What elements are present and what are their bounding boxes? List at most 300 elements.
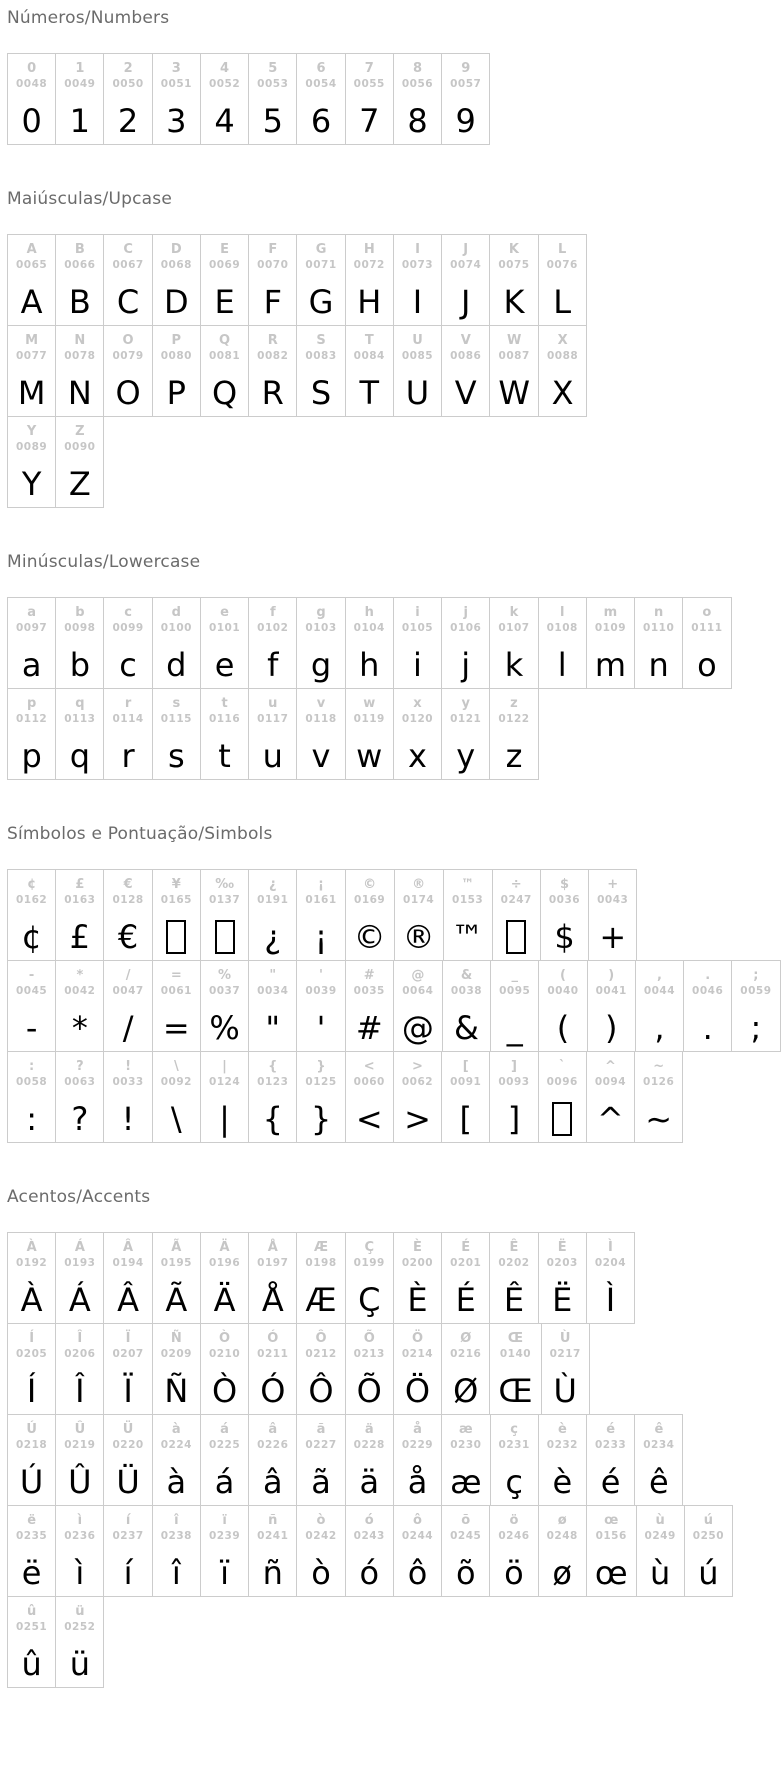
- cell-char-label: ]: [510, 1059, 517, 1074]
- missing-glyph: [501, 914, 532, 960]
- cell-char-label: £: [75, 877, 85, 892]
- cell-char-label: Ù: [559, 1331, 571, 1346]
- cell-code-label: 0036: [548, 894, 581, 906]
- cell-glyph: s: [167, 737, 185, 775]
- cell-code-label: 0053: [257, 78, 289, 90]
- cell-glyph: U: [405, 374, 430, 412]
- glyph-cell-header: [498, 598, 529, 642]
- cell-glyph: n: [648, 646, 669, 684]
- cell-char-label: s: [172, 696, 181, 711]
- glyph-cell: [394, 1415, 442, 1505]
- glyph-cell: [394, 1506, 442, 1596]
- cell-glyph: ): [604, 1009, 618, 1047]
- glyph-cell: [491, 1415, 539, 1505]
- cell-code-label: 0162: [16, 894, 48, 906]
- cell-code-label: 0043: [597, 894, 629, 906]
- cell-glyph: X: [551, 374, 574, 412]
- cell-code-label: 0041: [595, 985, 627, 997]
- cell-code-label: 0078: [64, 350, 96, 362]
- cell-char-label: Ç: [364, 1240, 375, 1255]
- cell-code-label: 0111: [691, 622, 723, 634]
- cell-code-label: 0076: [546, 259, 578, 271]
- glyph-cell-header: [451, 961, 482, 1005]
- cell-glyph: Ï: [123, 1372, 133, 1410]
- glyph-cell-header: [257, 961, 288, 1005]
- cell-char-label: T: [364, 333, 374, 348]
- cell-code-label: 0128: [112, 894, 144, 906]
- glyph-cell-header: [450, 689, 481, 733]
- glyph-cell: [442, 1324, 490, 1414]
- glyph-cell-header: [354, 54, 385, 98]
- cell-glyph: |: [219, 1100, 230, 1138]
- cell-code-label: 0034: [257, 985, 289, 997]
- cell-char-label: +: [607, 877, 619, 892]
- cell-char-label: Ñ: [170, 1331, 182, 1346]
- glyph-row: [7, 416, 104, 508]
- cell-code-label: 0209: [160, 1348, 192, 1360]
- missing-glyph-box-icon: [552, 1102, 572, 1136]
- cell-code-label: 0204: [594, 1257, 627, 1269]
- glyph-cell-header: [257, 54, 288, 98]
- cell-code-label: 0245: [450, 1530, 482, 1542]
- cell-char-label: â: [268, 1422, 278, 1437]
- cell-glyph: å: [407, 1463, 428, 1501]
- glyph-cell: [442, 326, 490, 416]
- cell-char-label: b: [75, 605, 85, 620]
- cell-code-label: 0227: [305, 1439, 337, 1451]
- glyph-cell: [635, 1415, 682, 1505]
- glyph-cell: [104, 235, 152, 325]
- cell-char-label: q: [75, 696, 85, 711]
- missing-glyph-box-icon: [506, 920, 526, 954]
- cell-glyph: ê: [649, 1463, 669, 1501]
- cell-glyph: a: [21, 646, 42, 684]
- glyph-cell-header: [501, 870, 532, 914]
- section-title-accents: Acentos/Accents: [7, 1187, 151, 1207]
- cell-char-label: 1: [75, 61, 85, 76]
- cell-char-label: Ò: [219, 1331, 231, 1346]
- cell-glyph: l: [557, 646, 567, 684]
- glyph-cell-header: [354, 235, 385, 279]
- cell-char-label: G: [315, 242, 327, 257]
- glyph-cell: [490, 598, 538, 688]
- cell-glyph: õ: [455, 1554, 476, 1592]
- cell-glyph: à: [166, 1463, 187, 1501]
- cell-code-label: 0153: [452, 894, 484, 906]
- glyph-row: [7, 960, 781, 1052]
- cell-glyph: I: [412, 283, 423, 321]
- glyph-cell-header: [257, 598, 288, 642]
- glyph-cell-header: [402, 598, 433, 642]
- cell-code-label: 0225: [208, 1439, 241, 1451]
- glyph-cell-header: [498, 689, 529, 733]
- glyph-cell: [587, 1233, 634, 1323]
- cell-char-label: 9: [461, 61, 471, 76]
- cell-glyph: œ: [594, 1554, 628, 1592]
- cell-char-label: ¡: [318, 877, 324, 892]
- glyph-cell-header: [161, 870, 192, 914]
- glyph-cell-header: [16, 1052, 47, 1096]
- cell-char-label: ì: [77, 1513, 83, 1528]
- glyph-cell-header: [209, 961, 240, 1005]
- section-symbols: [7, 824, 772, 1143]
- cell-glyph: C: [116, 283, 140, 321]
- cell-code-label: 0198: [305, 1257, 337, 1269]
- glyph-cell: [297, 1233, 345, 1323]
- glyph-cell: [539, 1415, 587, 1505]
- cell-glyph: Ë: [552, 1281, 573, 1319]
- cell-code-label: 0125: [305, 1076, 337, 1088]
- cell-glyph: 6: [310, 102, 332, 140]
- glyph-cell: [539, 235, 586, 325]
- cell-char-label: Î: [77, 1331, 83, 1346]
- glyph-cell: [8, 1597, 56, 1687]
- glyph-cell: [490, 689, 537, 779]
- section-accents: [7, 1187, 730, 1688]
- cell-char-label: 5: [268, 61, 278, 76]
- cell-glyph: €: [117, 918, 139, 956]
- glyph-cell: [153, 1233, 201, 1323]
- glyph-cell: [684, 961, 732, 1051]
- cell-char-label: Ë: [557, 1240, 567, 1255]
- glyph-cell: [443, 961, 491, 1051]
- cell-code-label: 0165: [160, 894, 192, 906]
- glyph-cell-header: [161, 54, 192, 98]
- glyph-cell-header: [16, 1506, 47, 1550]
- glyph-cell: [56, 326, 104, 416]
- cell-char-label: N: [74, 333, 86, 348]
- cell-code-label: 0212: [305, 1348, 337, 1360]
- cell-glyph: A: [20, 283, 43, 321]
- cell-code-label: 0086: [450, 350, 482, 362]
- cell-char-label: @: [411, 968, 425, 983]
- glyph-cell: [153, 235, 201, 325]
- cell-glyph: Ü: [116, 1463, 140, 1501]
- glyph-cell-header: [645, 1506, 676, 1550]
- glyph-cell-header: [112, 1415, 143, 1459]
- cell-char-label: k: [509, 605, 519, 620]
- cell-char-label: (: [559, 968, 566, 983]
- glyph-cell: [685, 1506, 732, 1596]
- cell-char-label: ü: [75, 1604, 85, 1619]
- cell-code-label: 0250: [692, 1530, 725, 1542]
- cell-code-label: 0193: [64, 1257, 96, 1269]
- cell-code-label: 0077: [16, 350, 48, 362]
- cell-glyph: ^: [597, 1100, 624, 1138]
- glyph-cell: [442, 1415, 490, 1505]
- cell-code-label: 0073: [401, 259, 434, 271]
- glyph-cell-header: [547, 326, 578, 370]
- glyph-cell: [444, 870, 493, 960]
- cell-char-label: ã: [316, 1422, 326, 1437]
- cell-char-label: .: [705, 968, 711, 983]
- cell-code-label: 0230: [450, 1439, 482, 1451]
- glyph-cell: [8, 1415, 56, 1505]
- glyph-cell-header: [547, 235, 578, 279]
- cell-char-label: w: [363, 696, 376, 711]
- glyph-row: [7, 1414, 683, 1506]
- glyph-cell: [8, 1233, 56, 1323]
- cell-glyph: ?: [71, 1100, 89, 1138]
- glyph-cell: [346, 598, 394, 688]
- cell-glyph: Ù: [553, 1372, 577, 1410]
- cell-code-label: 0232: [546, 1439, 578, 1451]
- cell-code-label: 0091: [450, 1076, 482, 1088]
- cell-char-label: ;: [753, 968, 759, 983]
- cell-char-label: ç: [510, 1422, 518, 1437]
- glyph-cell-header: [402, 1233, 433, 1277]
- cell-char-label: à: [171, 1422, 181, 1437]
- glyph-cell: [8, 417, 56, 507]
- cell-char-label: |: [222, 1059, 227, 1074]
- cell-code-label: 0121: [450, 713, 482, 725]
- cell-glyph: Ì: [605, 1281, 616, 1319]
- glyph-row: [7, 688, 539, 780]
- glyph-cell: [8, 961, 56, 1051]
- glyph-cell: [104, 598, 152, 688]
- cell-char-label: ú: [703, 1513, 714, 1528]
- glyph-rows-accents: [7, 1232, 730, 1688]
- cell-char-label: æ: [459, 1422, 473, 1437]
- glyph-row: [7, 1232, 635, 1324]
- glyph-cell: [346, 1415, 394, 1505]
- glyph-cell: [346, 961, 394, 1051]
- glyph-cell: [153, 1052, 201, 1142]
- cell-glyph: Ú: [19, 1463, 44, 1501]
- glyph-cell: [56, 1415, 104, 1505]
- glyph-cell: [635, 598, 683, 688]
- cell-char-label: ~: [653, 1059, 665, 1074]
- cell-glyph: 7: [359, 102, 380, 140]
- glyph-rows-numbers: [7, 53, 730, 145]
- cell-code-label: 0051: [160, 78, 192, 90]
- cell-glyph: N: [67, 374, 92, 412]
- glyph-cell-header: [643, 1415, 674, 1459]
- cell-char-label: :: [29, 1059, 35, 1074]
- cell-code-label: 0101: [208, 622, 241, 634]
- glyph-cell-header: [112, 1506, 143, 1550]
- glyph-cell-header: [498, 1233, 529, 1277]
- cell-glyph: Ø: [453, 1372, 479, 1410]
- glyph-cell-header: [16, 1415, 47, 1459]
- glyph-cell-header: [209, 598, 240, 642]
- cell-glyph: >: [404, 1100, 431, 1138]
- glyph-cell: [201, 326, 249, 416]
- cell-code-label: 0242: [305, 1530, 337, 1542]
- glyph-cell: [56, 1506, 104, 1596]
- glyph-cell: [201, 689, 249, 779]
- cell-glyph: y: [456, 737, 476, 775]
- glyph-cell: [249, 870, 297, 960]
- cell-code-label: 0191: [257, 894, 289, 906]
- cell-code-label: 0120: [401, 713, 434, 725]
- cell-glyph: é: [600, 1463, 621, 1501]
- cell-code-label: 0194: [112, 1257, 144, 1269]
- cell-code-label: 0202: [498, 1257, 530, 1269]
- cell-glyph: Ñ: [164, 1372, 189, 1410]
- glyph-cell-header: [16, 1324, 47, 1368]
- glyph-cell-header: [402, 1324, 433, 1368]
- cell-code-label: 0063: [64, 1076, 96, 1088]
- cell-char-label: `: [558, 1059, 566, 1074]
- cell-glyph: Ä: [213, 1281, 236, 1319]
- cell-char-label: d: [171, 605, 181, 620]
- glyph-cell-header: [498, 326, 530, 370]
- glyph-cell-header: [112, 54, 143, 98]
- cell-code-label: 0080: [160, 350, 192, 362]
- glyph-row: [7, 53, 490, 145]
- cell-code-label: 0246: [498, 1530, 530, 1542]
- missing-glyph: [547, 1096, 578, 1142]
- cell-char-label: 0: [27, 61, 37, 76]
- cell-code-label: 0104: [353, 622, 385, 634]
- cell-code-label: 0050: [112, 78, 144, 90]
- cell-char-label: f: [269, 605, 276, 620]
- cell-glyph: ": [265, 1009, 281, 1047]
- cell-code-label: 0067: [112, 259, 144, 271]
- glyph-cell-header: [112, 961, 143, 1005]
- cell-code-label: 0200: [401, 1257, 434, 1269]
- glyph-row: [7, 1596, 104, 1688]
- cell-code-label: 0033: [112, 1076, 144, 1088]
- glyph-cell-header: [354, 961, 385, 1005]
- cell-char-label: D: [170, 242, 182, 257]
- section-uppercase: [7, 189, 730, 508]
- cell-glyph: #: [355, 1009, 383, 1047]
- glyph-cell-header: [209, 1233, 240, 1277]
- cell-code-label: 0079: [112, 350, 144, 362]
- glyph-cell-header: [305, 870, 336, 914]
- cell-code-label: 0096: [546, 1076, 578, 1088]
- glyph-cell-header: [402, 235, 433, 279]
- glyph-cell: [104, 1415, 152, 1505]
- section-title-numbers: Números/Numbers: [7, 8, 170, 28]
- cell-code-label: 0068: [160, 259, 192, 271]
- glyph-cell-header: [64, 54, 95, 98]
- glyph-row: [7, 1323, 590, 1415]
- glyph-cell: [297, 1415, 345, 1505]
- glyph-cell: [201, 1415, 249, 1505]
- cell-glyph: \: [170, 1100, 182, 1138]
- glyph-cell: [56, 417, 103, 507]
- cell-char-label: é: [606, 1422, 616, 1437]
- cell-char-label: g: [316, 605, 326, 620]
- glyph-cell: [542, 1324, 589, 1414]
- glyph-cell: [588, 961, 636, 1051]
- cell-code-label: 0092: [160, 1076, 192, 1088]
- glyph-cell-header: [257, 1052, 288, 1096]
- cell-char-label: Q: [219, 333, 231, 348]
- cell-char-label: Ú: [26, 1422, 37, 1437]
- cell-code-label: 0075: [498, 259, 530, 271]
- glyph-cell-header: [402, 54, 433, 98]
- cell-glyph: Õ: [356, 1372, 382, 1410]
- glyph-cell: [490, 1324, 541, 1414]
- cell-char-label: Û: [74, 1422, 86, 1437]
- cell-glyph: t: [218, 737, 231, 775]
- glyph-cell: [249, 598, 297, 688]
- glyph-cell: [346, 235, 394, 325]
- glyph-cell-header: [209, 54, 240, 98]
- glyph-cell: [249, 1233, 297, 1323]
- cell-glyph: ó: [359, 1554, 380, 1592]
- glyph-cell-header: [64, 870, 95, 914]
- glyph-cell: [297, 326, 345, 416]
- cell-glyph: R: [261, 374, 284, 412]
- cell-glyph: x: [408, 737, 427, 775]
- cell-char-label: C: [123, 242, 133, 257]
- cell-code-label: 0124: [208, 1076, 241, 1088]
- cell-char-label: M: [25, 333, 39, 348]
- cell-glyph: !: [121, 1100, 135, 1138]
- glyph-cell-header: [112, 689, 143, 733]
- cell-code-label: 0095: [499, 985, 531, 997]
- glyph-cell-header: [16, 870, 47, 914]
- cell-char-label: Â: [123, 1240, 134, 1255]
- glyph-cell: [539, 961, 587, 1051]
- glyph-cell-header: [692, 961, 723, 1005]
- cell-glyph: 1: [69, 102, 91, 140]
- cell-glyph: i: [413, 646, 422, 684]
- cell-glyph: b: [69, 646, 90, 684]
- glyph-cell: [394, 326, 442, 416]
- cell-glyph: h: [359, 646, 380, 684]
- cell-glyph: K: [503, 283, 525, 321]
- glyph-cell-header: [450, 1506, 481, 1550]
- glyph-cell-header: [64, 1052, 95, 1096]
- glyph-cell: [153, 961, 201, 1051]
- glyph-cell-header: [209, 870, 240, 914]
- cell-code-label: 0233: [595, 1439, 627, 1451]
- cell-glyph: ]: [507, 1100, 521, 1138]
- cell-code-label: 0087: [498, 350, 530, 362]
- cell-char-label: Ì: [608, 1240, 613, 1255]
- cell-code-label: 0107: [498, 622, 530, 634]
- cell-char-label: _: [511, 968, 518, 983]
- cell-glyph: Æ: [305, 1281, 337, 1319]
- section-title-symbols: Símbolos e Pontuação/Simbols: [7, 824, 273, 844]
- glyph-row: [7, 325, 587, 417]
- cell-glyph: m: [594, 646, 627, 684]
- cell-glyph: Î: [75, 1372, 85, 1410]
- cell-glyph: T: [359, 374, 380, 412]
- cell-glyph: P: [166, 374, 186, 412]
- cell-code-label: 0236: [64, 1530, 96, 1542]
- glyph-cell-header: [112, 326, 143, 370]
- cell-code-label: 0062: [401, 1076, 434, 1088]
- cell-code-label: 0038: [450, 985, 483, 997]
- cell-char-label: ê: [654, 1422, 664, 1437]
- cell-code-label: 0049: [64, 78, 96, 90]
- cell-glyph: Ê: [503, 1281, 525, 1319]
- glyph-cell: [297, 1052, 345, 1142]
- cell-code-label: 0047: [112, 985, 144, 997]
- glyph-cell: [249, 1415, 297, 1505]
- cell-code-label: 0040: [547, 985, 579, 997]
- glyph-row: [7, 597, 732, 689]
- cell-char-label: Y: [26, 424, 37, 439]
- cell-char-label: m: [603, 605, 618, 620]
- glyph-cell-header: [305, 1415, 336, 1459]
- cell-glyph: o: [697, 646, 717, 684]
- cell-glyph: ¿: [264, 918, 282, 956]
- cell-char-label: e: [220, 605, 229, 620]
- glyph-cell: [249, 1506, 297, 1596]
- glyph-cell-header: [209, 1415, 240, 1459]
- cell-code-label: 0195: [160, 1257, 192, 1269]
- glyph-row: [7, 869, 637, 961]
- glyph-cell: [153, 1415, 201, 1505]
